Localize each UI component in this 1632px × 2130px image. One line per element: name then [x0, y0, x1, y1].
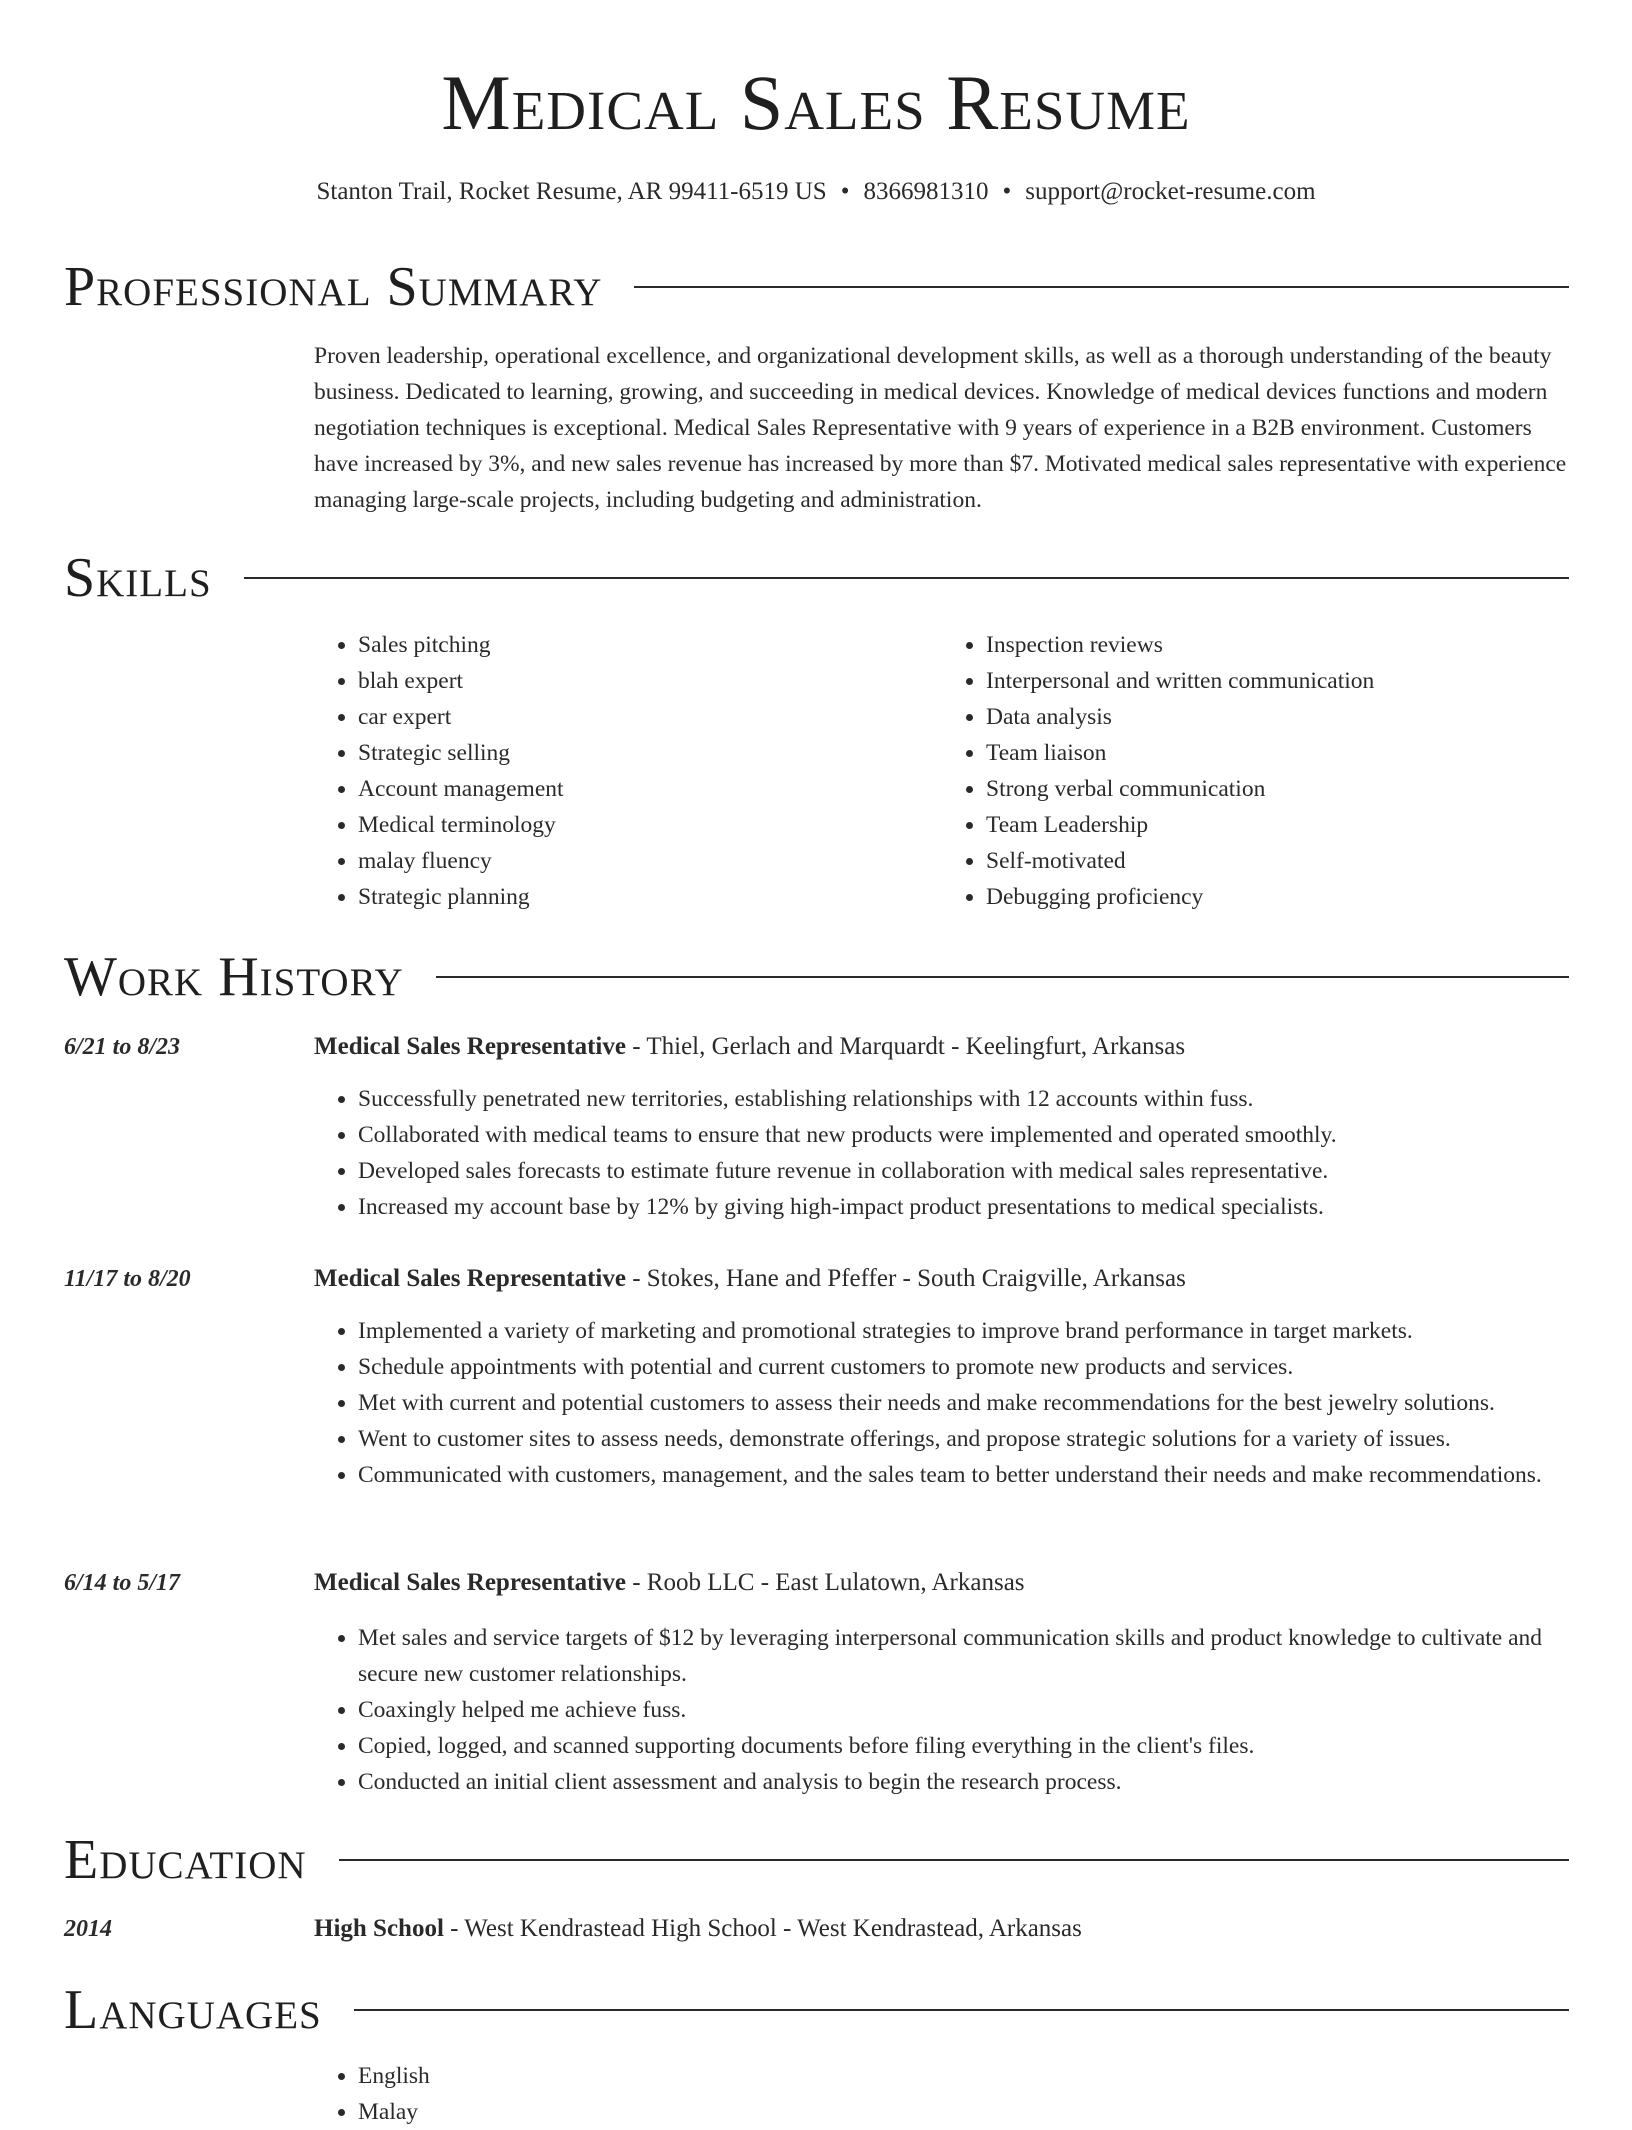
skills-section-header	[64, 545, 1569, 611]
job-bullet: • Went to customer sites to assess needs, demonstrate offerings, and propose strategic solutions for a variety of issues.	[358, 1421, 1570, 1457]
skills-column-left	[314, 627, 942, 915]
languages-section-header	[64, 1977, 1569, 2043]
job-bullet: • Coaxingly helped me achieve fuss.	[358, 1692, 1570, 1728]
languages-list	[314, 2058, 1570, 2130]
email[interactable]: support@rocket-resume.com	[1025, 178, 1316, 205]
skills-list	[314, 627, 1570, 915]
resume-name: Medical Sales Resume	[441, 59, 1191, 146]
job-details: - Stokes, Hane and Pfeffer - South Craigville, Arkansas	[625, 1265, 1186, 1292]
education-heading	[314, 1911, 1570, 1947]
job-bullet: • Copied, logged, and scanned supporting documents before filing everything in the client's files.	[358, 1728, 1570, 1764]
skill-item: • malay fluency	[358, 843, 942, 879]
skill-item: • blah expert	[358, 663, 942, 699]
job-bullets	[314, 1081, 1570, 1225]
skill-item: • Inspection reviews	[986, 627, 1570, 663]
education-degree: High School	[314, 1915, 444, 1942]
job-bullets	[314, 1620, 1570, 1800]
section-divider	[354, 2009, 1569, 2011]
job-title: Medical Sales Representative	[314, 1033, 626, 1060]
skill-item: • Sales pitching	[358, 627, 942, 663]
skill-item: • Team Leadership	[986, 807, 1570, 843]
address: Stanton Trail, Rocket Resume, AR 99411-6519 US	[316, 178, 827, 205]
language-item: • Malay	[358, 2094, 1570, 2130]
section-heading: Languages	[64, 1979, 322, 2041]
education-section-header	[64, 1827, 1569, 1893]
section-divider	[634, 286, 1569, 288]
summary-text: Proven leadership, operational excellence, and organizational development skills, as well as a thorough understanding of the beauty business. Dedicated to learning, growing, and succeeding in medical devices. Knowledge of medical devices functions and modern negotiation techniques is exceptional. Medical Sales Representative with 9 years of experience in a B2B environment. Customers have increased by 3%, and new sales revenue has increased by more than $7. Motivated medical sales representative with experience managing large-scale projects, including budgeting and administration.	[314, 343, 1567, 513]
job-title: Medical Sales Representative	[314, 1265, 626, 1292]
skill-item: • car expert	[358, 699, 942, 735]
skill-item: • Team liaison	[986, 735, 1570, 771]
job-dates: 6/14 to 5/17	[64, 1570, 181, 1596]
job-dates: 11/17 to 8/20	[64, 1266, 191, 1292]
skill-item: • Debugging proficiency	[986, 879, 1570, 915]
skills-column-right	[942, 627, 1570, 915]
skill-item: • Account management	[358, 771, 942, 807]
section-divider	[339, 1859, 1569, 1861]
summary-section-header	[64, 254, 1569, 320]
job-heading	[314, 1261, 1570, 1297]
job-heading	[314, 1029, 1570, 1065]
section-heading: Work History	[64, 946, 404, 1008]
job-details: - Roob LLC - East Lulatown, Arkansas	[625, 1569, 1025, 1596]
skill-item: • Interpersonal and written communication	[986, 663, 1570, 699]
job-details: - Thiel, Gerlach and Marquardt - Keelingfurt, Arkansas	[625, 1033, 1186, 1060]
summary-body	[314, 338, 1570, 518]
job-bullet: • Implemented a variety of marketing and promotional strategies to improve brand performance in target markets.	[358, 1313, 1570, 1349]
job-heading	[314, 1565, 1570, 1601]
skill-item: • Strong verbal communication	[986, 771, 1570, 807]
job-bullet: • Increased my account base by 12% by giving high-impact product presentations to medical specialists.	[358, 1189, 1570, 1225]
education-details: - West Kendrastead High School - West Kendrastead, Arkansas	[443, 1915, 1082, 1942]
education-year: 2014	[64, 1916, 112, 1942]
job-bullet: • Successfully penetrated new territories, establishing relationships with 12 accounts within fuss.	[358, 1081, 1570, 1117]
skill-item: • Strategic selling	[358, 735, 942, 771]
contact-line	[0, 174, 1632, 210]
job-bullet: • Communicated with customers, management, and the sales team to better understand their needs and make recommendations.	[358, 1457, 1570, 1493]
skill-item: • Medical terminology	[358, 807, 942, 843]
section-heading: Professional Summary	[64, 256, 603, 318]
work-section-header	[64, 944, 1569, 1010]
job-bullet: • Schedule appointments with potential and current customers to promote new products and services.	[358, 1349, 1570, 1385]
job-dates: 6/21 to 8/23	[64, 1034, 181, 1060]
job-bullet: • Met with current and potential customers to assess their needs and make recommendations for the best jewelry solutions.	[358, 1385, 1570, 1421]
job-bullets	[314, 1313, 1570, 1493]
section-heading: Skills	[64, 547, 212, 609]
skill-item: • Self-motivated	[986, 843, 1570, 879]
job-bullet: • Met sales and service targets of $12 by leveraging interpersonal communication skills and product knowledge to cultivate and secure new customer relationships.	[358, 1620, 1570, 1692]
separator: •	[1002, 178, 1012, 205]
phone: 8366981310	[863, 178, 989, 205]
separator: •	[840, 178, 850, 205]
job-bullet: • Collaborated with medical teams to ensure that new products were implemented and operated smoothly.	[358, 1117, 1570, 1153]
job-title: Medical Sales Representative	[314, 1569, 626, 1596]
section-heading: Education	[64, 1829, 307, 1891]
job-bullet: • Developed sales forecasts to estimate future revenue in collaboration with medical sales representative.	[358, 1153, 1570, 1189]
skill-item: • Strategic planning	[358, 879, 942, 915]
skill-item: • Data analysis	[986, 699, 1570, 735]
language-item: • English	[358, 2058, 1570, 2094]
section-divider	[244, 577, 1569, 579]
section-divider	[436, 976, 1569, 978]
job-bullet: • Conducted an initial client assessment and analysis to begin the research process.	[358, 1764, 1570, 1800]
